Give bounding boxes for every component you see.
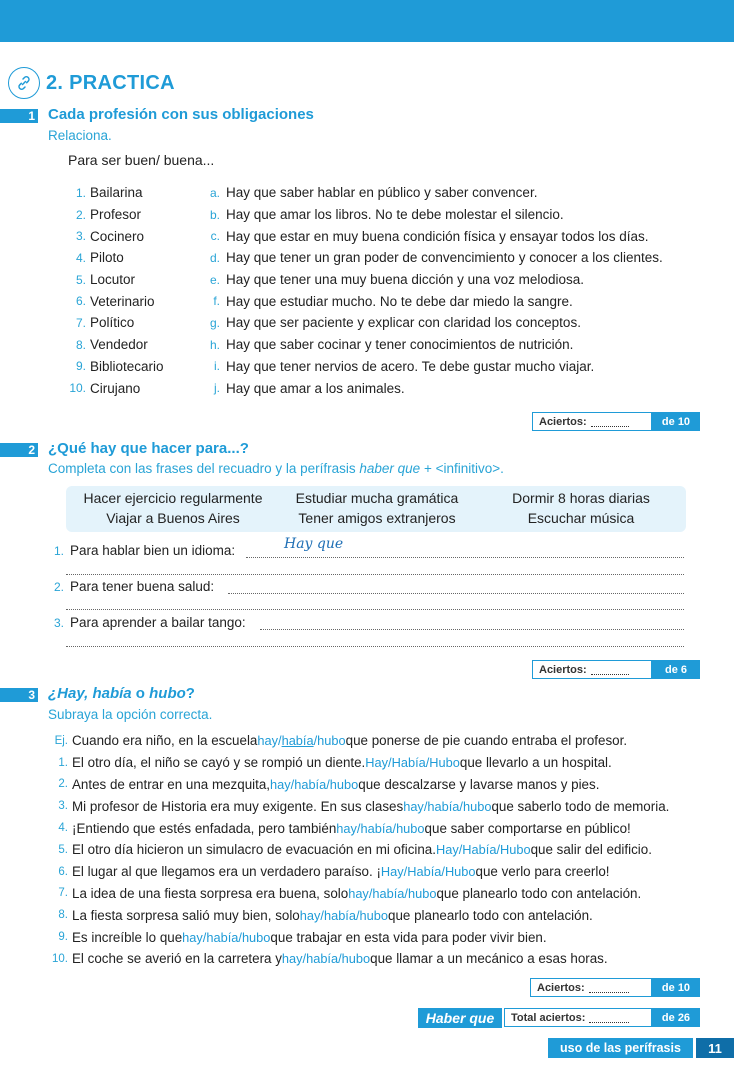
list-item: 7. Político g. Hay que ser paciente y explicar con claridad los conceptos. bbox=[75, 315, 581, 331]
list-item: 4. Piloto d. Hay que tener un gran poder de convencimiento y conocer a los clientes. bbox=[75, 250, 663, 266]
option-group[interactable]: hay/había/hubo bbox=[348, 885, 437, 901]
profession[interactable]: Piloto bbox=[90, 250, 124, 266]
profession[interactable]: Cocinero bbox=[90, 228, 145, 244]
phrase: Hacer ejercicio regularmente bbox=[83, 490, 263, 506]
handwritten-answer: Hay que bbox=[284, 536, 344, 552]
phrase: Dormir 8 horas diarias bbox=[512, 490, 650, 506]
phrase: Estudiar mucha gramática bbox=[295, 490, 459, 506]
list-item: Ej. Cuando era niño, en la escuela hay/había/hubo que ponerse de pie cuando entraba el profesor. bbox=[54, 733, 628, 749]
obligation[interactable]: Hay que saber cocinar y tener conocimientos de nutrición. bbox=[226, 337, 574, 353]
section-title: 2. PRACTICA bbox=[46, 71, 175, 94]
answer-line[interactable] bbox=[246, 557, 684, 558]
answer-line[interactable] bbox=[66, 609, 684, 610]
link-icon bbox=[8, 67, 40, 99]
list-item: 6. El lugar al que llegamos era un verdadero paraíso. ¡ Hay/Había/Hubo que verlo para creerlo! bbox=[58, 864, 610, 880]
exercise-1-title: Cada profesión con sus obligaciones bbox=[48, 106, 314, 123]
obligation[interactable]: Hay que estudiar mucho. No te debe dar miedo la sangre. bbox=[226, 293, 573, 309]
exercise-3-number: 3 bbox=[0, 688, 38, 702]
total-score-box: Total aciertos: de 26 bbox=[504, 1008, 700, 1027]
sentence-list bbox=[48, 730, 669, 970]
profession[interactable]: Profesor bbox=[90, 207, 142, 223]
profession[interactable]: Político bbox=[90, 315, 135, 331]
option-group[interactable]: Hay/Había/Hubo bbox=[365, 755, 460, 771]
obligation[interactable]: Hay que tener nervios de acero. Te debe gustar mucho viajar. bbox=[226, 358, 595, 374]
total-score-input[interactable] bbox=[589, 1012, 629, 1023]
option-group[interactable]: hay/había/hubo bbox=[281, 951, 371, 967]
option-group[interactable]: hay/había/hubo bbox=[403, 798, 492, 814]
section-header bbox=[8, 67, 175, 99]
exercise-2-title: ¿Qué hay que hacer para...? bbox=[48, 440, 249, 457]
list-item: 9. Bibliotecario i. Hay que tener nervios de acero. Te debe gustar mucho viajar. bbox=[75, 358, 595, 374]
phrase-box bbox=[66, 486, 686, 532]
profession[interactable]: Locutor bbox=[90, 272, 136, 288]
answer-line[interactable] bbox=[228, 593, 684, 594]
score-box-exercise-3: Aciertos: de 10 bbox=[530, 978, 700, 997]
list-item: 6. Veterinario f. Hay que estudiar mucho. No te debe dar miedo la sangre. bbox=[75, 293, 573, 309]
list-item: 3. Cocinero c. Hay que estar en muy buena condición física y ensayar todos los días. bbox=[75, 228, 649, 244]
list-item: 9. Es increíble lo que hay/había/hubo que trabajar en esta vida para poder vivir bien. bbox=[58, 929, 547, 945]
profession[interactable]: Veterinario bbox=[90, 293, 155, 309]
exercise-3-title: ¿Hay, había o hubo? bbox=[48, 685, 195, 702]
list-item: 10. Cirujano j. Hay que amar a los animales. bbox=[69, 380, 405, 396]
option-group[interactable]: hay/había/hubo bbox=[270, 776, 359, 792]
top-banner bbox=[0, 0, 734, 42]
matching-list bbox=[58, 182, 663, 399]
list-item: 3. Mi profesor de Historia era muy exigente. En sus clases hay/había/hubo que saberlo todo de memoria. bbox=[58, 798, 670, 814]
profession[interactable]: Bibliotecario bbox=[90, 358, 164, 374]
answer-line[interactable] bbox=[66, 646, 684, 647]
phrase: Tener amigos extranjeros bbox=[298, 510, 456, 526]
list-item: 1. El otro día, el niño se cayó y se rompió un diente. Hay/Había/Hubo que llevarlo a un hospital. bbox=[58, 755, 612, 771]
exercise-1-intro: Para ser buen/ buena... bbox=[68, 152, 215, 168]
obligation[interactable]: Hay que tener una muy buena dicción y una voz melodiosa. bbox=[226, 272, 584, 288]
phrase: Viajar a Buenos Aires bbox=[106, 510, 240, 526]
list-item: 1. Bailarina a. Hay que saber hablar en público y saber convencer. bbox=[75, 185, 538, 201]
list-item: 8. Vendedor h. Hay que saber cocinar y tener conocimientos de nutrición. bbox=[75, 337, 574, 353]
phrase: Escuchar música bbox=[527, 510, 635, 526]
list-item: 2. Antes de entrar en una mezquita, hay/había/hubo que descalzarse y lavarse manos y pies. bbox=[58, 776, 600, 792]
fill-item-3: 3. Para aprender a bailar tango: bbox=[54, 615, 246, 630]
score-input[interactable] bbox=[591, 664, 629, 675]
profession[interactable]: Vendedor bbox=[90, 337, 148, 353]
obligation[interactable]: Hay que ser paciente y explicar con claridad los conceptos. bbox=[226, 315, 581, 331]
fill-item-2: 2. Para tener buena salud: bbox=[54, 579, 215, 594]
obligation[interactable]: Hay que amar los libros. No te debe molestar el silencio. bbox=[226, 207, 564, 223]
score-box-exercise-1: Aciertos: de 10 bbox=[532, 412, 700, 431]
option-group[interactable]: hay/había/hubo bbox=[182, 929, 271, 945]
list-item: 10. El coche se averió en la carretera y hay/había/hubo que llamar a un mecánico a esas horas. bbox=[52, 951, 608, 967]
answer-line[interactable] bbox=[66, 574, 684, 575]
option-group[interactable]: Hay/Había/Hubo bbox=[380, 864, 476, 880]
option-group[interactable]: hay/había/hubo bbox=[299, 907, 389, 923]
page-footer bbox=[548, 1038, 734, 1058]
answer-line[interactable] bbox=[260, 629, 684, 630]
obligation[interactable]: Hay que amar a los animales. bbox=[226, 380, 405, 396]
list-item: 4. ¡Entiendo que estés enfadada, pero también hay/había/hubo que saber comportarse en público! bbox=[58, 820, 631, 836]
profession[interactable]: Bailarina bbox=[90, 185, 143, 201]
list-item: 8. La fiesta sorpresa salió muy bien, solo hay/había/hubo que planearlo todo con antelación. bbox=[58, 907, 593, 923]
footer-label: uso de las perífrasis bbox=[548, 1038, 693, 1058]
list-item: 5. El otro día hicieron un simulacro de evacuación en mi oficina. Hay/Había/Hubo que salir del edificio. bbox=[58, 842, 652, 858]
list-item: 5. Locutor e. Hay que tener una muy buena dicción y una voz melodiosa. bbox=[75, 272, 584, 288]
profession[interactable]: Cirujano bbox=[90, 380, 141, 396]
obligation[interactable]: Hay que saber hablar en público y saber convencer. bbox=[226, 185, 538, 201]
obligation[interactable]: Hay que tener un gran poder de convencimiento y conocer a los clientes. bbox=[226, 250, 663, 266]
exercise-2-number: 2 bbox=[0, 443, 38, 457]
list-item: 2. Profesor b. Hay que amar los libros. No te debe molestar el silencio. bbox=[75, 207, 564, 223]
option-group[interactable]: hay/había/hubo bbox=[257, 733, 346, 749]
score-input[interactable] bbox=[591, 416, 629, 427]
option-group[interactable]: hay/había/hubo bbox=[336, 820, 425, 836]
list-item: 7. La idea de una fiesta sorpresa era buena, solo hay/había/hubo que planearlo todo con antelación. bbox=[58, 885, 642, 901]
obligation[interactable]: Hay que estar en muy buena condición física y ensayar todos los días. bbox=[226, 228, 649, 244]
score-input[interactable] bbox=[589, 982, 629, 993]
exercise-1-number: 1 bbox=[0, 109, 38, 123]
option-group[interactable]: Hay/Había/Hubo bbox=[435, 842, 531, 858]
exercise-3-instruction: Subraya la opción correcta. bbox=[48, 707, 213, 722]
summary-tag: Haber que bbox=[418, 1008, 502, 1028]
exercise-2-instruction: Completa con las frases del recuadro y la perífrasis haber que + <infinitivo>. bbox=[48, 461, 504, 476]
exercise-1-instruction: Relaciona. bbox=[48, 128, 112, 143]
fill-item-1: 1. Para hablar bien un idioma: bbox=[54, 543, 236, 558]
score-box-exercise-2: Aciertos: de 6 bbox=[532, 660, 700, 679]
page-number: 11 bbox=[696, 1038, 734, 1058]
